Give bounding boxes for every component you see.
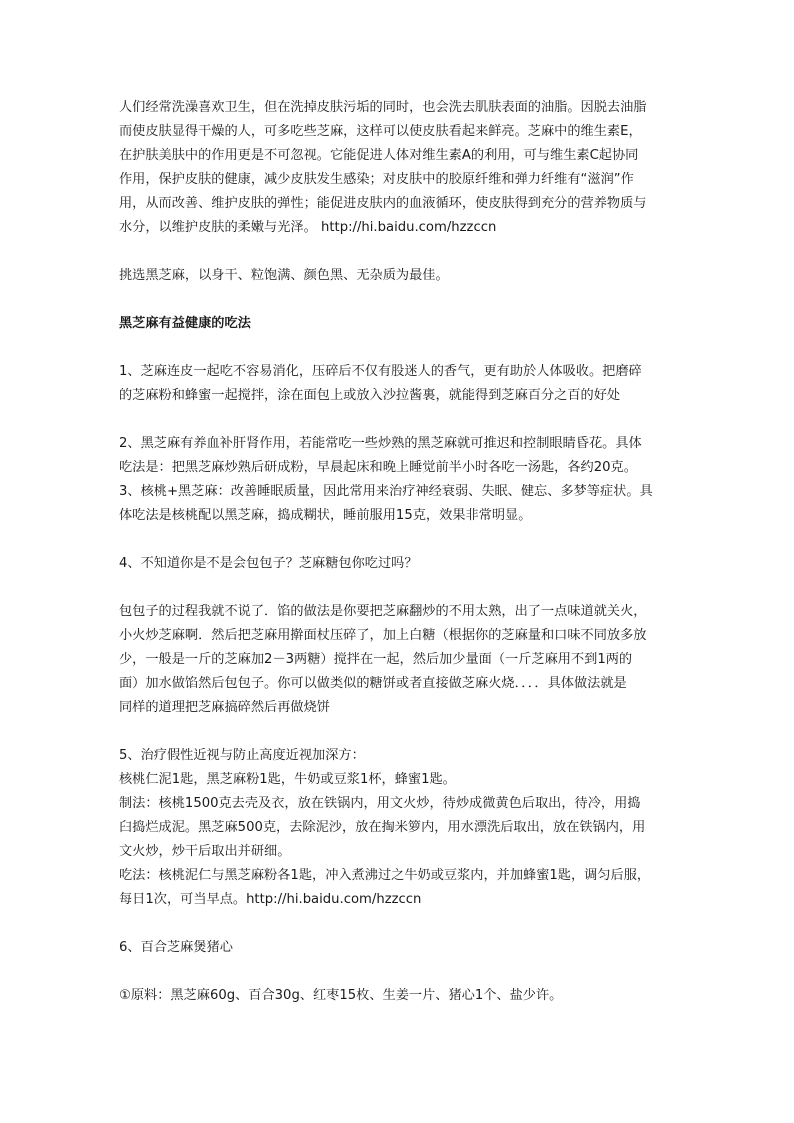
spacer [119, 240, 679, 264]
paragraph-selection-tip: 挑选黑芝麻，以身干、粒饱满、颜色黑、无杂质为最佳。 [119, 268, 449, 283]
spacer [119, 912, 679, 936]
spacer [119, 288, 679, 312]
paragraph-method-6-title: 6、百合芝麻煲猪心 [119, 940, 233, 955]
spacer [119, 408, 679, 432]
spacer [119, 576, 679, 600]
section-heading: 黑芝麻有益健康的吃法 [119, 316, 251, 331]
paragraph-method-5: 5、治疗假性近视与防止高度近视加深方： 核桃仁泥1匙，黑芝麻粉1匙，牛奶或豆浆1杯，蜂蜜1匙。 制法：核桃1500克去壳及衣，放在铁锅内，用文火炒，待炒成微黄色后取出，待冷，用捣 臼捣烂成泥。黑芝麻500克，去除泥沙，放在掏米箩内，用水漂洗后取出，放在铁锅内，用 文火炒，炒干后取出并研细。 吃法：核桃泥仁与黑芝麻粉各1匙，冲入煮沸过之牛奶或豆浆内，并加蜂蜜1匙，调匀后服， 每日1次，可当早点。http://hi.baidu.com/hzzccn [119, 748, 651, 907]
paragraph-method-1: 1、芝麻连皮一起吃不容易消化，压碎后不仅有股迷人的香气，更有助於人体吸收。把磨碎 的芝麻粉和蜂蜜一起搅拌，涂在面包上或放入沙拉酱裏，就能得到芝麻百分之百的好处 [119, 364, 642, 403]
paragraph-method-4-body: 包包子的过程我就不说了．馅的做法是你要把芝麻翻炒的不用太熟，出了一点味道就关火， 小火炒芝麻啊．然后把芝麻用擀面杖压碎了，加上白糖（根据你的芝麻量和口味不同放多放 少，一般是一斤的芝麻加2－3两糖）搅拌在一起，然后加少量面（一斤芝麻用不到1两的 面）加水做馅然后包包子。你可以做类似的糖饼或者直接做芝麻火烧．．．．具体做法就是 同样的道理把芝麻搞碎然后再做烧饼 [119, 604, 647, 715]
paragraph-method-4-title: 4、不知道你是不是会包包子？芝麻糖包你吃过吗？ [119, 556, 418, 571]
document-page [119, 96, 679, 1008]
spacer [119, 336, 679, 360]
paragraph-method-2-3: 2、黑芝麻有养血补肝肾作用，若能常吃一些炒熟的黑芝麻就可推迟和控制眼睛昏花。具体 吃法是：把黑芝麻炒熟后研成粉，早晨起床和晚上睡觉前半小时各吃一汤匙，各约20克。 3、核桃+黑芝麻：改善睡眠质量，因此常用来治疗神经衰弱、失眠、健忘、多梦等症状。具 体吃法是核桃配以黑芝麻，捣成糊状，睡前服用15克，效果非常明显。 [119, 436, 653, 523]
paragraph-method-6-ingredients: ①原料：黑芝麻60g、百合30g、红枣15枚、生姜一片、猪心1个、盐少许。 [119, 988, 563, 1003]
spacer [119, 960, 679, 984]
spacer [119, 720, 679, 744]
spacer [119, 528, 679, 552]
paragraph-skin-care: 人们经常洗澡喜欢卫生，但在洗掉皮肤污垢的同时，也会洗去肌肤表面的油脂。因脱去油脂 而使皮肤显得干燥的人，可多吃些芝麻，这样可以使皮肤看起来鲜亮。芝麻中的维生素E， 在护肤美肤中的作用更是不可忽视。它能促进人体对维生素A的利用，可与维生素C起协同 作用，保护皮肤的健康，减少皮肤发生感染；对皮肤中的胶原纤维和弹力纤维有“滋润”作 用，从而改善、维护皮肤的弹性；能促进皮肤内的血液循环，使皮肤得到充分的营养物质与 水分，以维护皮肤的柔嫩与光泽。 http://hi.baidu.com/hzzccn [119, 100, 647, 235]
